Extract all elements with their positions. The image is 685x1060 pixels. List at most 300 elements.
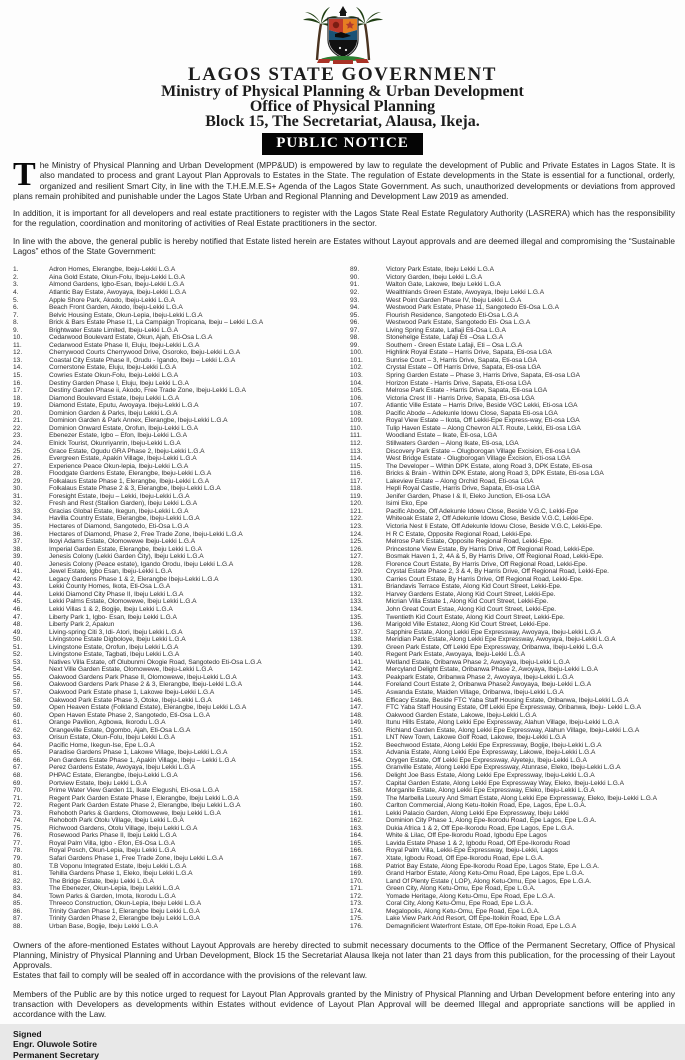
list-item	[350, 387, 681, 395]
list-item-number: 130.	[350, 576, 386, 584]
list-item	[13, 402, 341, 410]
list-item-number: 105.	[350, 387, 386, 395]
intro-paragraph-text: he Ministry of Physical Planning and Urban Development (MPP&UD) is empowered by law to regulate the development of Public and Private Estates in Lagos State. It is also mandated to process and grant Layout Plan Approvals to Estates in the State. The regulation of Estate developments in the State is essential for a functional, orderly, organized and resilient Smart City, in line with the T.H.E.M.E.S+ Agenda of the Lagos State Government. As such, unauthorized developments or deviations from approved plans remain prohibited and punishable under the Lagos State Urban and Regional Planning and Development Law 2019 as amended.	[13, 160, 675, 201]
list-item	[13, 712, 341, 720]
list-item	[13, 297, 341, 305]
list-item-number: 33.	[13, 508, 49, 516]
list-item	[350, 553, 681, 561]
list-item	[13, 825, 341, 833]
list-item	[13, 878, 341, 886]
list-item	[13, 780, 341, 788]
list-item-text: West Point Garden Phase IV, Ibeju Lekki L.G.A	[386, 297, 521, 305]
list-item	[350, 893, 681, 901]
list-item-number: 103.	[350, 372, 386, 380]
list-item-text: Next Ville Garden Estate, Olomowewe, Ibeju-Lekki L.G.A	[49, 666, 213, 674]
list-item-number: 136.	[350, 621, 386, 629]
list-item	[13, 334, 341, 342]
list-item-text: Green Park Estate, Off Lekki Epe Expressway, Oribanwa, Ibeju-Lekki L.G.A	[386, 644, 603, 652]
list-item	[13, 281, 341, 289]
list-item	[13, 885, 341, 893]
list-item	[13, 923, 341, 931]
list-item	[350, 455, 681, 463]
list-item-number: 140.	[350, 651, 386, 659]
list-item-text: Trinity Garden Phase 1, Elerangbe Ibeju Lekki L.G.A	[49, 908, 200, 916]
list-item-text: T.B Voponu Integrated Estate, Ibeju Lekki L.G.A	[49, 863, 186, 871]
list-item	[13, 629, 341, 637]
list-item-text: Sapphire Estate, Along Lekki Epe Expressway, Awoyaya, Ibeju-Lekki L.G.A	[386, 629, 601, 637]
list-item	[13, 515, 341, 523]
list-item-number: 59.	[13, 704, 49, 712]
list-item	[13, 312, 341, 320]
list-item	[13, 553, 341, 561]
list-item	[350, 440, 681, 448]
list-item-text: Open Heaven Estate (Folkland Estate), Elerangbe, Ibeju Lekki L.G.A	[49, 704, 246, 712]
list-item-number: 113.	[350, 448, 386, 456]
list-item-text: Crystal Estate Phase 2, 3 & 4, By Harris Drive, Off Regional Road, Lekki-Epe.	[386, 568, 609, 576]
list-item-number: 34.	[13, 515, 49, 523]
list-item-text: Royal Palm Villa, Igbo - Efon, Eti-Osa L.G.A	[49, 840, 175, 848]
list-item-text: Meridian Park Estate, Along Lekki Epe Expressway, Awoyaya, Ibeju-Lekki L.G.A	[386, 636, 615, 644]
list-item-number: 150.	[350, 727, 386, 735]
list-item	[13, 538, 341, 546]
list-item-text: The Bridge Estate, Ibeju Lekki L.G.A	[49, 878, 154, 886]
list-item-number: 29.	[13, 478, 49, 486]
list-item-text: Liberty Park 2, Apakun	[49, 621, 114, 629]
list-item-number: 24.	[13, 440, 49, 448]
list-item-text: Pen Gardens Estate Phase 1, Apakin Village, Ibeju – Lekki L.G.A	[49, 757, 236, 765]
list-item-number: 52.	[13, 651, 49, 659]
list-item	[13, 319, 341, 327]
list-item-text: Florence Court Estate, By Harris Drive, Off Regional Road, Lekki-Epe.	[386, 561, 587, 569]
list-item	[350, 515, 681, 523]
list-item	[13, 455, 341, 463]
list-item	[13, 689, 341, 697]
list-item-text: Oakwood Park Estate Phase 3, Otoke, Ibeju-Lekki L.G.A	[49, 697, 212, 705]
list-item-text: Advania Estate, Along Lekki Epe Expressway, Lakowe, Ibeju-Lekki L.G.A	[386, 749, 595, 757]
list-item-text: Elnick Tourist, Okunriyanrin, Ibeju-Lekki L.G.A	[49, 440, 181, 448]
list-item-number: 18.	[13, 395, 49, 403]
list-item-number: 31.	[13, 493, 49, 501]
list-item-text: Hectares of Diamond, Sangotedo, Eti-Osa L.G.A	[49, 523, 189, 531]
list-item-text: Crystal Estate – Off Harris Drive, Sapata, Eti-osa LGA	[386, 364, 541, 372]
list-item-text: Horizon Estate - Harris Drive, Sapata, Eti-osa LGA	[386, 380, 531, 388]
list-item-text: Dominion City Phase 1, Along Epe-Ikorodu Road, Epe Lagos, Epe L.G.A.	[386, 817, 596, 825]
list-item	[350, 757, 681, 765]
list-item	[350, 395, 681, 403]
list-item-text: Discovery Park Estate – Olugborogan Village Excision, Eti-osa LGA	[386, 448, 580, 456]
list-item-text: Tehilla Gardens Phase 1, Eleko, Ibeju Lekki L.G.A	[49, 870, 192, 878]
list-item-text: Capital Garden Estate, Along Lekki Epe Expressway Way, Eleko, Ibeju-Lekki L.G.A	[386, 780, 624, 788]
list-item-number: 145.	[350, 689, 386, 697]
list-item-text: Jenifer Garden, Phase I & II, Eleko Junction, Eti-osa LGA	[386, 493, 550, 501]
list-item-number: 144.	[350, 681, 386, 689]
list-item-text: Tulip Haven Estate – Along Chevron ALT. Route, Lekki, Eti-osa LGA	[386, 425, 581, 433]
list-item-number: 35.	[13, 523, 49, 531]
list-item	[350, 432, 681, 440]
list-item-number: 46.	[13, 606, 49, 614]
list-item	[350, 795, 681, 803]
list-item-number: 128.	[350, 561, 386, 569]
list-item-number: 28.	[13, 470, 49, 478]
list-item	[13, 757, 341, 765]
list-item-number: 112.	[350, 440, 386, 448]
list-item-number: 92.	[350, 289, 386, 297]
list-item-number: 135.	[350, 614, 386, 622]
list-item-text: Gracias Global Estate, Ikegun, Ibeju-Lekki L.G.A	[49, 508, 188, 516]
list-item-text: Belvic Housing Estate, Okun-Lepia, Ibeju-Lekki L.G.A	[49, 312, 203, 320]
list-item	[350, 659, 681, 667]
list-item-number: 160.	[350, 802, 386, 810]
list-item-text: Urban Base, Bogije, Ibeju Lekki L.G.A	[49, 923, 158, 931]
list-item-number: 55.	[13, 674, 49, 682]
list-item-number: 30.	[13, 485, 49, 493]
list-item	[13, 742, 341, 750]
list-item	[13, 606, 341, 614]
public-notice-banner: PUBLIC NOTICE	[262, 133, 423, 155]
list-item-text: Green City, Along Ketu-Omu, Epe Road, Epe L.G.A.	[386, 885, 536, 893]
list-item-text: Land Of Plenty Estate ( LOP), Along Ketu-Omu, Epe Lagos, Epe L.G.A.	[386, 878, 591, 886]
list-item-text: Hectares of Diamond, Phase 2, Free Trade Zone, Ibeju-Lekki L.G.A	[49, 531, 243, 539]
list-item	[350, 523, 681, 531]
notice-body	[0, 155, 685, 256]
list-item-number: 142.	[350, 666, 386, 674]
list-item	[350, 704, 681, 712]
list-item-number: 154.	[350, 757, 386, 765]
list-item-text: PHPAC Estate, Elerangbe, Ibeju-Lekki L.G.A	[49, 772, 178, 780]
list-item-text: Royal Palm Villa, Lekki-Epe Expressway, Ibeju-Lekki, Lagos	[386, 847, 558, 855]
list-item-number: 60.	[13, 712, 49, 720]
list-item-text: Livingstone Estate Digboloye, Ibeju Lekki L.G.A	[49, 636, 186, 644]
list-item	[350, 274, 681, 282]
list-item-number: 32.	[13, 500, 49, 508]
list-item	[13, 659, 341, 667]
list-item-number: 45.	[13, 598, 49, 606]
list-item-number: 25.	[13, 448, 49, 456]
list-item-number: 134.	[350, 606, 386, 614]
list-item-text: Briandavis Terrace Estate, Along Kid Court Street, Lekki-Epe.	[386, 583, 562, 591]
list-item-text: Melrose Park Estate - Harris Drive, Sapata, Eti-osa LGA	[386, 387, 547, 395]
list-item-number: 159.	[350, 795, 386, 803]
list-item-number: 148.	[350, 712, 386, 720]
list-item-text: Grace Estate, Ogudu GRA Phase 2, Ibeju-Lekki L.G.A	[49, 448, 204, 456]
list-item-number: 79.	[13, 855, 49, 863]
list-item	[13, 417, 341, 425]
list-item-number: 66.	[13, 757, 49, 765]
list-item	[13, 440, 341, 448]
list-item-number: 27.	[13, 463, 49, 471]
list-item-text: The Marbella Luxury And Smart Estate, Along Lekki Epe Expressway, Eleko, Ibeju-Lekki L.G.A	[386, 795, 657, 803]
list-item-number: 121.	[350, 508, 386, 516]
list-item-text: Lake View Park And Resort, Off Epe-Itoikin Road, Epe L.G.A	[386, 915, 560, 923]
list-item-number: 7.	[13, 312, 49, 320]
list-item-text: Orisun Estate, Okun-Folu, Ibeju Lekki L.G.A	[49, 734, 175, 742]
intro-paragraph	[13, 160, 675, 201]
list-item-text: Hepli Royal Castle, Harris Drive, Sapata, Eti-osa LGA	[386, 485, 540, 493]
list-item-text: Whiteoak Estate 2, Off Adekunle Idowu Close, Beside V.G.C, Lekki-Epe.	[386, 515, 593, 523]
list-item-number: 143.	[350, 674, 386, 682]
list-item-text: Liberty Park 1, Igbo- Esan, Ibeju Lekki L.G.A	[49, 614, 177, 622]
government-title: LAGOS STATE GOVERNMENT	[0, 66, 685, 84]
list-item	[350, 840, 681, 848]
list-item-text: Lavida Estate Phase 1 & 2, Igbodu Road, Off Epe-Ikorodu Road	[386, 840, 570, 848]
list-item-number: 75.	[13, 825, 49, 833]
list-item-text: Beechwood Estate, Along Lekki Epe Expressway, Bogije, Ibeju-Lekki L.G.A	[386, 742, 602, 750]
list-item-number: 97.	[350, 327, 386, 335]
list-item-text: Marigold Ville Estatez, Along Kid Court Street, Lekki-Epe.	[386, 621, 550, 629]
list-item-number: 15.	[13, 372, 49, 380]
list-item-text: Rehoboth Park Otolu Village, Ibeju Lekki L.G.A	[49, 817, 184, 825]
list-item	[13, 681, 341, 689]
list-item	[13, 568, 341, 576]
list-item-number: 17.	[13, 387, 49, 395]
list-item-text: Beach Front Garden, Akodo, Ibeju-Lekki L.G.A	[49, 304, 183, 312]
list-item-number: 78.	[13, 847, 49, 855]
list-item-text: Natives Villa Estate, off Olubunmi Okogie Road, Sangotedo Eti-Osa L.G.A	[49, 659, 261, 667]
list-item-text: Westwood Park Estate, Phase 11, Sangotedo Eti-Osa L.G.A	[386, 304, 559, 312]
list-item-text: Oakwood Gardens Park Phase 2 & 3, Elerangbe, Ibeju-Lekki L.G.A	[49, 681, 242, 689]
list-item	[13, 787, 341, 795]
list-item	[350, 734, 681, 742]
list-item	[13, 908, 341, 916]
list-item	[13, 817, 341, 825]
list-item-text: Highlink Royal Estate – Harris Drive, Sapata, Eti-osa LGA	[386, 349, 552, 357]
list-item-number: 107.	[350, 402, 386, 410]
list-item-text: Foreland Court Estate 2, Oribanwa Phase2 Awoyaya, Ibeju-Lekki L.G.A	[386, 681, 591, 689]
signature-block	[13, 1029, 675, 1060]
list-item-text: Carries Court Estate, By Harris Drive, Off Regional Road, Lekki-Epe.	[386, 576, 583, 584]
list-item	[13, 810, 341, 818]
list-item-text: Regent Park Garden Estate Phase 2, Elerangbe, Ibeju Lekki L.G.A	[49, 802, 240, 810]
list-item-text: Coastal City Estate Phase II, Orudu - Igando, Ibeju – Lekki L.G.A	[49, 357, 235, 365]
list-item	[13, 266, 341, 274]
list-item-number: 133.	[350, 598, 386, 606]
drop-cap: T	[13, 161, 36, 188]
list-item-number: 168.	[350, 863, 386, 871]
list-item-text: Yomade Heritage, Along Ketu-Omu, Epe Road, Epe L.G.A.	[386, 893, 555, 901]
list-item-text: Diamond Boulevard Estate, Ibeju Lekki L.G.A	[49, 395, 179, 403]
list-item-number: 162.	[350, 817, 386, 825]
list-item	[350, 915, 681, 923]
list-item	[350, 417, 681, 425]
list-item	[350, 508, 681, 516]
list-item-number: 13.	[13, 357, 49, 365]
list-item-number: 1.	[13, 266, 49, 274]
list-item	[13, 591, 341, 599]
list-item-text: Apple Shore Park, Akodo, Ibeju-Lekki L.G.A	[49, 297, 175, 305]
list-item-number: 14.	[13, 364, 49, 372]
list-item-number: 68.	[13, 772, 49, 780]
list-item	[13, 546, 341, 554]
list-item-number: 36.	[13, 531, 49, 539]
list-item	[350, 764, 681, 772]
list-item	[350, 742, 681, 750]
list-item-text: Woodland Estate – Ikate, Eti-osa, LGA	[386, 432, 497, 440]
list-item-number: 158.	[350, 787, 386, 795]
list-item-text: Atlantic Ville Estate – Harris Drive, Beside VGC Lekki, Eti-osa LGA	[386, 402, 578, 410]
list-item-number: 131.	[350, 583, 386, 591]
list-item-number: 164.	[350, 832, 386, 840]
list-item	[13, 832, 341, 840]
list-item	[13, 644, 341, 652]
list-item	[350, 651, 681, 659]
list-item-text: Pacific Abode – Adekunle Idowu Close, Sapata Eti-osa LGA	[386, 410, 558, 418]
list-item-number: 83.	[13, 885, 49, 893]
list-item-text: Royal Posch, Okun-Lepia, Ibeju Lekki L.G.A	[49, 847, 176, 855]
list-item-text: Aswanda Estate, Maiden Village, Oribanwa, Ibeju-Lekki L.G.A	[386, 689, 564, 697]
list-item-text: Bricks & Brain - Within DPK Estate, along Road 3, DPK Estate, Eti-osa LGA	[386, 470, 604, 478]
list-item	[350, 908, 681, 916]
list-item	[350, 327, 681, 335]
list-item	[350, 870, 681, 878]
list-item-text: Livingstone Estate, Orofun, Ibeju Lekki L.G.A	[49, 644, 178, 652]
list-item	[350, 712, 681, 720]
list-item	[350, 749, 681, 757]
list-item-text: Patriot Bay Estate, Along Epe-Ikorodu Road Epe, Lagos State, Epe L.G.A.	[386, 863, 599, 871]
document-header	[0, 0, 685, 155]
list-item-number: 153.	[350, 749, 386, 757]
list-item-number: 64.	[13, 742, 49, 750]
list-item	[13, 614, 341, 622]
list-item-number: 141.	[350, 659, 386, 667]
list-item-text: Grand Harbor Estate, Along Ketu-Omu Road, Epe Lagos, Epe L.G.A.	[386, 870, 584, 878]
list-item-number: 38.	[13, 546, 49, 554]
list-item-text: Jenesis Colony (Lekki Garden City), Ibeju Lekki L.G.A	[49, 553, 204, 561]
list-item-number: 161.	[350, 810, 386, 818]
crest-top-ornament	[339, 6, 347, 16]
list-item	[350, 478, 681, 486]
list-item	[350, 500, 681, 508]
signatory-name: Engr. Oluwole Sotire	[13, 1039, 675, 1050]
list-item-number: 26.	[13, 455, 49, 463]
list-item	[13, 719, 341, 727]
list-item-number: 173.	[350, 900, 386, 908]
list-item	[13, 523, 341, 531]
list-item-number: 88.	[13, 923, 49, 931]
list-item-text: Prime Water View Garden 11, Ikate Elegushi, Eti-osa L.G.A	[49, 787, 219, 795]
list-item-text: Wetland Estate, Oribanwa Phase 2, Awoyaya, Ibeju-Lekki L.G.A	[386, 659, 570, 667]
list-item	[13, 666, 341, 674]
list-item-text: FTC Yaba Staff Housing Estate, Off Lekki Epe Expressway, Oribanwa, Ibeju- Lekki L.G.A	[386, 704, 641, 712]
list-item-text: Victoria Crest III - Harris Drive, Sapata, Eti-osa LGA	[386, 395, 535, 403]
list-item-number: 119.	[350, 493, 386, 501]
list-item-number: 3.	[13, 281, 49, 289]
list-item	[13, 342, 341, 350]
list-item-number: 114.	[350, 455, 386, 463]
list-item-number: 4.	[13, 289, 49, 297]
list-item-number: 86.	[13, 908, 49, 916]
list-item-text: Living Spring Estate, Lafiaji Eti-Osa L.G.A	[386, 327, 506, 335]
list-item	[350, 636, 681, 644]
list-item-text: Stillwaters Garden – Along Ikate, Eti-osa, LGA	[386, 440, 519, 448]
list-item-text: Xtate, Igbodu Road, Off Epe-Ikorodu Road, Epe L.G.A.	[386, 855, 544, 863]
list-item	[13, 727, 341, 735]
list-item-text: Dominion Onward Estate, Orofun, Ibeju-Lekki L.G.A	[49, 425, 198, 433]
list-item-text: Evergreen Estate, Apakin Village, Ibeju-Lekki L.G.A	[49, 455, 197, 463]
list-item-text: Oakwood Park Estate phase 1, Lakowe Ibeju-Lekki L.G.A	[49, 689, 214, 697]
list-item-text: Oakwood Gardens Park Phase II, Olomowewe, Ibeju-Lekki L.G.A	[49, 674, 237, 682]
list-item-text: Victory Garden, Ibeju Lekki L.G.A	[386, 274, 482, 282]
list-item	[13, 636, 341, 644]
list-item	[13, 380, 341, 388]
list-item-text: Folkalaus Estate Phase 2 & 3, Elerangbe, Ibeju-Lekki L.G.A	[49, 485, 221, 493]
list-item-number: 16.	[13, 380, 49, 388]
list-item-text: Pacific Home, Ikegun-Ise, Epe L.G.A	[49, 742, 155, 750]
list-item-text: Fresh and Rest (Stallion Garden), Ibeju Lekki L.G.A	[49, 500, 197, 508]
list-item-number: 72.	[13, 802, 49, 810]
list-item	[13, 463, 341, 471]
list-item-text: Wealthlands Green Estate, Awoyaya, Ibeju Lekki L.G.A	[386, 289, 544, 297]
list-item	[350, 410, 681, 418]
list-item-number: 170.	[350, 878, 386, 886]
list-item	[350, 372, 681, 380]
list-item	[13, 802, 341, 810]
list-item-text: Adron Homes, Elerangbe, Ibeju-Lekki L.G.A	[49, 266, 175, 274]
list-item	[13, 500, 341, 508]
list-item	[13, 855, 341, 863]
list-item-number: 23.	[13, 432, 49, 440]
list-item	[13, 893, 341, 901]
list-item-text: Carlton Commercial, Along Ketu-Itoikin Road, Epe, Lagos, Epe L.G.A.	[386, 802, 586, 810]
list-item-text: Jenesis Colony (Peace estate), Igando Orodu, Ibeju Lekki L.G.A	[49, 561, 233, 569]
list-item	[350, 772, 681, 780]
list-item	[350, 606, 681, 614]
list-item	[13, 697, 341, 705]
list-item-text: White & Lilac, Off Epe-Ikorodu Road, Igbodu Epe Lagos	[386, 832, 547, 840]
list-item-number: 50.	[13, 636, 49, 644]
list-item-text: Living-spring Citi 3, Idi- Atori, Ibeju Lekki L.G.A	[49, 629, 182, 637]
list-item-text: Imperial Garden Estate, Elerangbe, Ibeju Lekki L.G.A	[49, 546, 202, 554]
list-item	[13, 840, 341, 848]
list-item-text: LNT New Town, Lakowe Golf Road, Lakowe, Ibeju-Lekki L.G.A	[386, 734, 566, 742]
list-item-number: 49.	[13, 629, 49, 637]
list-item-text: Southern - Green Estate Lafaji, Eti – Osa L.G.A	[386, 342, 522, 350]
list-item	[350, 591, 681, 599]
list-item-number: 101.	[350, 357, 386, 365]
list-item	[350, 312, 681, 320]
list-item	[350, 923, 681, 931]
list-item	[13, 598, 341, 606]
list-item-number: 80.	[13, 863, 49, 871]
list-item-number: 41.	[13, 568, 49, 576]
list-item-text: Walton Gate, Lakowe, Ibeju Lekki L.G.A	[386, 281, 501, 289]
list-item-number: 47.	[13, 614, 49, 622]
list-item-text: Flourish Residence, Sangotedo Eti-Osa L.G.A	[386, 312, 518, 320]
list-item-text: Harvey Gardens Estate, Along Kid Court Street, Lekki-Epe.	[386, 591, 555, 599]
list-item-text: Orangeville Estate, Ogombo, Ajah, Eti-Osa L.G.A	[49, 727, 190, 735]
list-item	[13, 425, 341, 433]
list-item-text: Brightwater Estate Limited, Ibeju-Lekki L.G.A	[49, 327, 178, 335]
list-item-text: Richland Garden Estate, Along Lekki Epe Expressway, Alahun Village, Ibeju-Lekki L.G.A	[386, 727, 639, 735]
list-item	[13, 289, 341, 297]
list-item	[350, 885, 681, 893]
signed-label: Signed	[13, 1029, 675, 1040]
list-item-text: Cowries Estate Okun-Folu, Ibeju-Lekki L.G.A	[49, 372, 178, 380]
list-item-number: 137.	[350, 629, 386, 637]
list-item-number: 70.	[13, 787, 49, 795]
list-item-number: 65.	[13, 749, 49, 757]
list-item	[350, 863, 681, 871]
list-item-number: 152.	[350, 742, 386, 750]
list-item	[13, 915, 341, 923]
list-item-text: The Developer – Within DPK Estate, along Road 3, DPK Estate, Eti-osa	[386, 463, 592, 471]
list-item-number: 73.	[13, 810, 49, 818]
list-item-number: 2.	[13, 274, 49, 282]
list-item-text: The Ebenezer, Okun-Lepia, Ibeju Lekki L.G.A	[49, 885, 180, 893]
list-item	[13, 651, 341, 659]
list-item	[350, 334, 681, 342]
list-item-text: Lekki Diamond City Phase II, Ibeju Lekki L.G.A	[49, 591, 183, 599]
list-item-number: 167.	[350, 855, 386, 863]
